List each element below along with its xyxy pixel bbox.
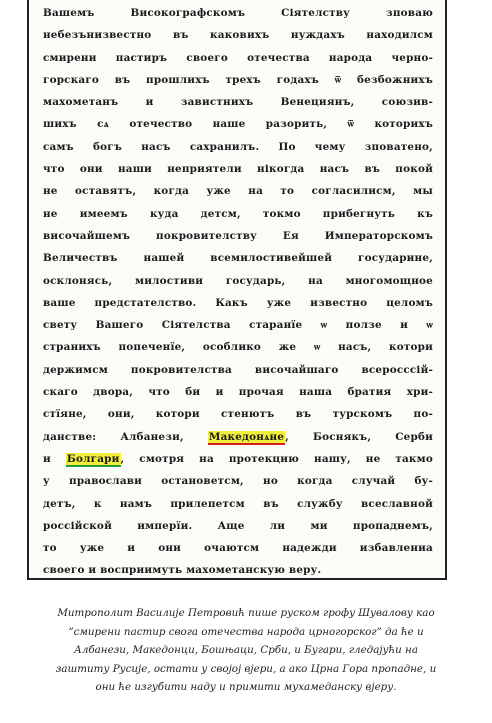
letter-line: небезънизвестно въ каковихъ нуждахъ находилсм bbox=[43, 29, 433, 42]
letter-line: держимсм покровителства височайшаго всеросссій- bbox=[43, 363, 433, 376]
letter-line: странихъ попеченїе, особлико же ѡ насъ, котори bbox=[43, 341, 433, 354]
letter-line: детъ, к намъ прилепетсм въ службу всеславной bbox=[43, 497, 433, 510]
letter-line: горскаго въ прошлихъ трехъ годахъ ѿ безбожнихъ bbox=[43, 73, 433, 86]
letter-line: ваше предстателство. Какъ уже известно целомъ bbox=[43, 296, 433, 309]
letter-text bbox=[43, 2, 433, 582]
letter-line: не имеемъ куда детсм, токмо прибегнуть къ bbox=[43, 207, 433, 220]
letter-line: своего и восприимуть махометанскую веру. bbox=[43, 564, 322, 577]
letter-line: не оставятъ, когда уже на то согласилисм, мы bbox=[43, 185, 433, 198]
letter-line: осклонясь, милостиви государь, на многомощное bbox=[43, 274, 433, 287]
highlighted-word: Македонѧне bbox=[208, 430, 285, 443]
caption-line: Митрополит Василије Петровић пише руском грофу Шувалову као bbox=[57, 607, 435, 619]
letter-line-text: и bbox=[43, 452, 66, 465]
letter-line: стїяне, они, котори стенютъ въ турскомъ по- bbox=[43, 408, 433, 421]
letter-line-text: , смотря на протекцию нашу, не такмо bbox=[120, 452, 433, 465]
letter-line: височайшемъ покровителству Ея Императорскомъ bbox=[43, 229, 433, 242]
letter-line: смирени пастиръ своего отечества народа черно- bbox=[43, 51, 433, 64]
letter-line bbox=[43, 426, 433, 448]
caption-line: Албанези, Македонци, Бошњаци, Срби, и Бугари, гледајући на bbox=[74, 644, 418, 657]
letter-line: то уже и они очаютсм надежди избавлениа bbox=[43, 542, 433, 555]
caption-line: они ће изгубити наду и примити мухамеданску вјеру. bbox=[95, 681, 397, 694]
letter-line bbox=[43, 448, 433, 470]
letter-line: скаго двора, что би и прочая наша братия хри- bbox=[43, 386, 433, 399]
letter-line: что они наши неприятели нікогда насъ въ покой bbox=[43, 163, 433, 176]
image-caption bbox=[10, 604, 482, 697]
letter-line: у православи остановетсм, но когда случай бу- bbox=[43, 475, 433, 488]
letter-line: самъ богъ насъ сахранилъ. По чему зповатено, bbox=[43, 140, 433, 153]
highlighted-word: Болгари bbox=[66, 452, 120, 465]
letter-line: махометанъ и завистнихъ Венециянъ, союзив- bbox=[43, 96, 433, 109]
letter-line: свету Вашего Сіятелства старанїе ѡ ползе и ѡ bbox=[43, 319, 433, 332]
letter-line-text: , Боснякъ, Серби bbox=[285, 430, 433, 443]
letter-line: шихъ сѧ отечество наше разорить, ѿ которихъ bbox=[43, 118, 433, 131]
letter-scan bbox=[27, 0, 447, 580]
caption-line: ”смирени пастир свога отечества народа црногорског” да ће и bbox=[68, 625, 424, 638]
caption-line: заштиту Русије, остати у својој вјери, а ако Црна Гора пропадне, и bbox=[55, 662, 437, 675]
letter-line-text: данстве: Албанези, bbox=[43, 430, 208, 443]
letter-line: Вашемъ Високографскомъ Сіятелству зповаю bbox=[43, 7, 433, 19]
letter-line: россійской имперїи. Аще ли ми пропаднемъ, bbox=[43, 519, 433, 532]
letter-line: Величествъ нашей всемилостивейшей государине, bbox=[43, 252, 433, 265]
